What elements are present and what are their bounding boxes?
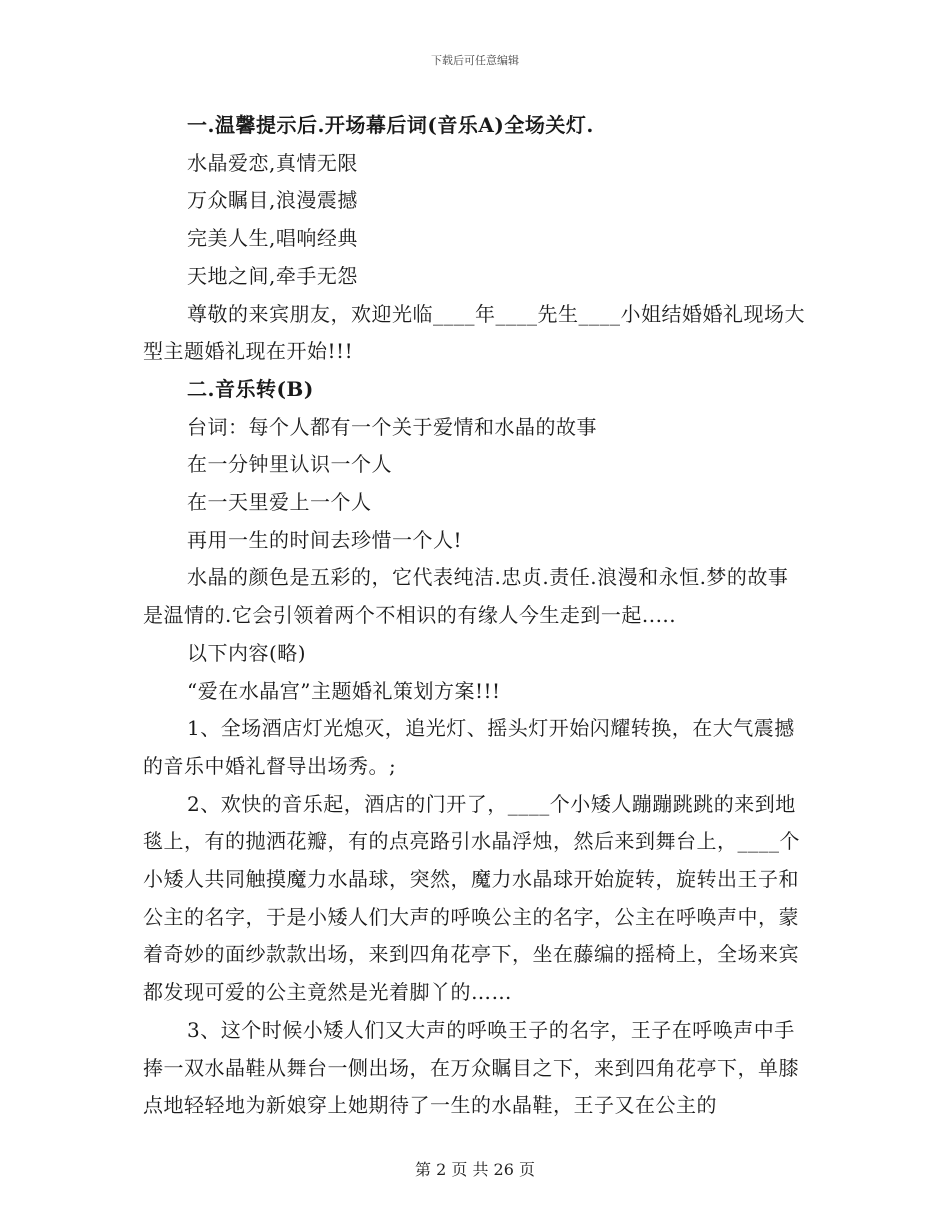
- poem-line: 天地之间,牵手无怨: [187, 263, 358, 288]
- script-line: 再用一生的时间去珍惜一个人!: [187, 527, 463, 552]
- plan-step-3: 3、这个时候小矮人们又大声的呼唤王子的名字，王子在呼唤声中手捧一双水晶鞋从舞台一侧出场，在万众瞩目之下，来到四角花亭下，单膝点地轻轻地为新娘穿上她期待了一生的水晶鞋，王子又在公主的: [143, 1017, 799, 1118]
- document-body: [143, 107, 807, 1125]
- script-line: 台词：每个人都有一个关于爱情和水晶的故事: [187, 414, 597, 439]
- section-heading-2: 二.音乐转(B): [187, 376, 314, 401]
- omitted-note: 以下内容(略): [187, 640, 307, 665]
- poem-line: 万众瞩目,浪漫震撼: [187, 188, 358, 213]
- poem-line: 水晶爱恋,真情无限: [187, 150, 358, 175]
- crystal-paragraph: 水晶的颜色是五彩的，它代表纯洁.忠贞.责任.浪漫和永恒.梦的故事是温情的.它会引领着两个不相识的有缘人今生走到一起.....: [143, 565, 789, 628]
- plan-step-1: 1、全场酒店灯光熄灭，追光灯、摇头灯开始闪耀转换，在大气震撼的音乐中婚礼督导出场秀。;: [143, 716, 795, 778]
- page-header: 下载后可任意编辑: [431, 54, 519, 67]
- page-footer: 第 2 页 共 26 页: [415, 1160, 535, 1179]
- section-heading-1: 一.温馨提示后.开场幕后词(音乐A)全场关灯.: [187, 113, 594, 137]
- poem-line: 完美人生,唱响经典: [187, 226, 358, 251]
- plan-title: “爱在水晶宫”主题婚礼策划方案!!!: [187, 678, 501, 703]
- welcome-paragraph: 尊敬的来宾朋友，欢迎光临____年____先生____小姐结婚婚礼现场大型主题婚礼现在开始!!!: [143, 301, 805, 364]
- plan-step-2: 2、欢快的音乐起，酒店的门开了，____个小矮人蹦蹦跳跳的来到地毯上，有的抛洒花瓣，有的点亮路引水晶浮烛，然后来到舞台上，____个小矮人共同触摸魔力水晶球，突然，魔力水晶球开始旋转，旋转出王子和公主的名字，于是小矮人们大声的呼唤公主的名字，公主在呼唤声中，蒙着奇妙的面纱款款出场，来到四角花亭下，坐在藤编的摇椅上，全场来宾都发现可爱的公主竟然是光着脚丫的……: [143, 791, 800, 1005]
- script-line: 在一分钟里认识一个人: [187, 452, 392, 477]
- script-line: 在一天里爱上一个人: [187, 490, 372, 515]
